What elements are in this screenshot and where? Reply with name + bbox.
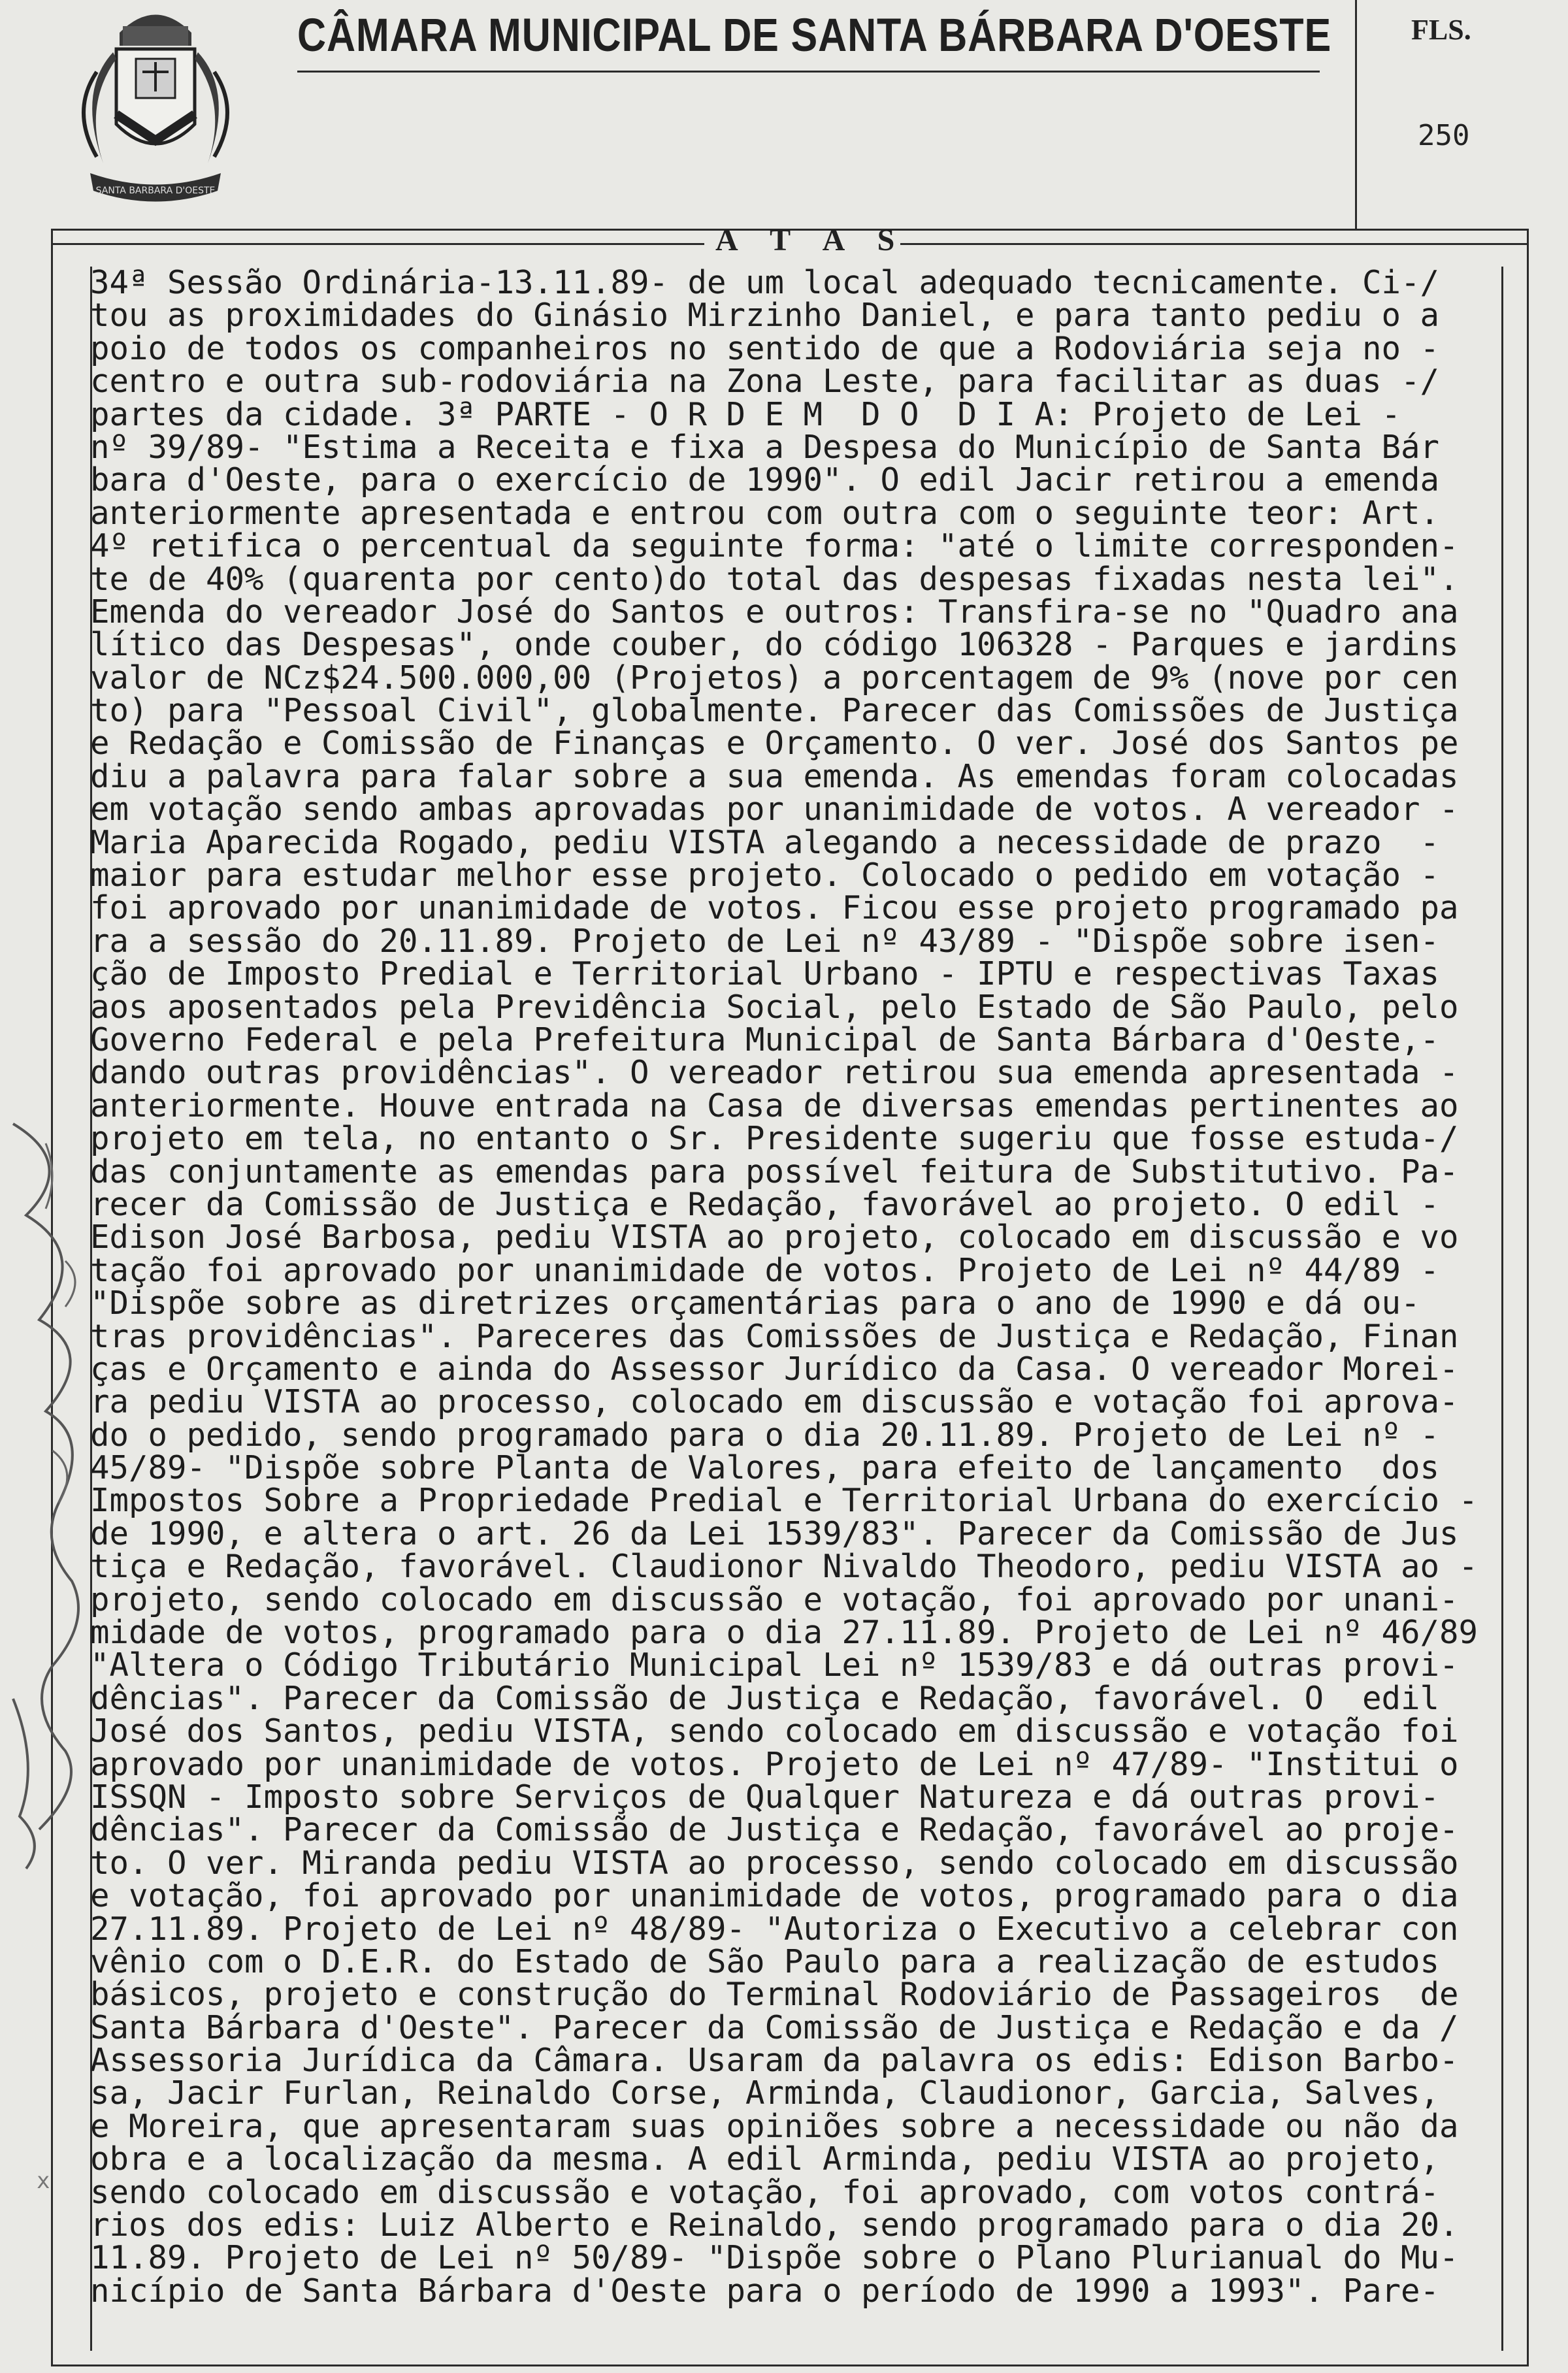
header-divider: [1355, 0, 1357, 229]
text-line: sa, Jacir Furlan, Reinaldo Corse, Arminda, Claudionor, Garcia, Salves,: [90, 2074, 1440, 2112]
text-line: "Dispõe sobre as diretrizes orçamentárias para o ano de 1990 e dá ou-: [90, 1285, 1420, 1322]
text-line: anteriormente apresentada e entrou com outra com o seguinte teor: Art.: [90, 494, 1440, 532]
text-line: projeto em tela, no entanto o Sr. Presidente sugeriu que fosse estuda-/: [90, 1120, 1459, 1158]
text-line: tiça e Redação, favorável. Claudionor Nivaldo Theodoro, pediu VISTA ao -: [90, 1548, 1478, 1586]
text-line: projeto, sendo colocado em discussão e votação, foi aprovado por unani-: [90, 1580, 1459, 1618]
text-line: dências". Parecer da Comissão de Justiça e Redação, favorável ao proje-: [90, 1811, 1459, 1849]
text-line: sendo colocado em discussão e votação, foi aprovado, com votos contrá-: [90, 2173, 1440, 2211]
text-line: ISSQN - Imposto sobre Serviços de Qualquer Natureza e dá outras provi-: [90, 1778, 1440, 1816]
text-line: básicos, projeto e construção do Terminal Rodoviário de Passageiros de: [90, 1976, 1459, 2014]
text-line: 27.11.89. Projeto de Lei nº 48/89- "Autoriza o Executivo a celebrar con: [90, 1910, 1459, 1948]
margin-signature: [0, 1045, 105, 1895]
text-line: valor de NCz$24.500.000,00 (Projetos) a porcentagem de 9% (nove por cen: [90, 659, 1459, 696]
text-line: Emenda do vereador José do Santos e outros: Transfira-se no "Quadro ana: [90, 593, 1459, 630]
text-line: José dos Santos, pediu VISTA, sendo colocado em discussão e votação foi: [90, 1712, 1459, 1750]
text-line: partes da cidade. 3ª PARTE - O R D E M D O D I A: Projeto de Lei -: [90, 395, 1401, 433]
text-line: foi aprovado por unanimidade de votos. Ficou esse projeto programado pa: [90, 889, 1459, 927]
text-line: dando outras providências". O vereador retirou sua emenda apresentada -: [90, 1054, 1459, 1092]
text-line: nº 39/89- "Estima a Receita e fixa a Despesa do Município de Santa Bár: [90, 428, 1440, 466]
title-rule-right: [900, 243, 1529, 245]
text-line: to) para "Pessoal Civil", globalmente. Parecer das Comissões de Justiça: [90, 692, 1459, 730]
text-line: tação foi aprovado por unanimidade de votos. Projeto de Lei nº 44/89 -: [90, 1251, 1440, 1289]
text-line: das conjuntamente as emendas para possível feitura de Substitutivo. Pa-: [90, 1153, 1459, 1190]
text-line: diu a palavra para falar sobre a sua emenda. As emendas foram colocadas: [90, 757, 1459, 795]
text-line: te de 40% (quarenta por cento)do total das despesas fixadas nesta lei".: [90, 560, 1459, 598]
text-line: e Moreira, que apresentaram suas opiniões sobre a necessidade ou não da: [90, 2107, 1459, 2145]
chamber-title: CÂMARA MUNICIPAL DE SANTA BÁRBARA D'OESTE: [297, 10, 1332, 61]
text-line: bara d'Oeste, para o exercício de 1990". O edil Jacir retirou a emenda: [90, 461, 1440, 499]
text-line: obra e a localização da mesma. A edil Arminda, pediu VISTA ao projeto,: [90, 2140, 1440, 2178]
text-line: e Redação e Comissão de Finanças e Orçamento. O ver. José dos Santos pe: [90, 725, 1459, 762]
text-line: to. O ver. Miranda pediu VISTA ao processo, sendo colocado em discussão: [90, 1844, 1459, 1882]
text-line: anteriormente. Houve entrada na Casa de diversas emendas pertinentes ao: [90, 1087, 1459, 1124]
text-line: ção de Imposto Predial e Territorial Urbano - IPTU e respectivas Taxas: [90, 955, 1440, 993]
text-line: ra a sessão do 20.11.89. Projeto de Lei nº 43/89 - "Dispõe sobre isen-: [90, 922, 1440, 960]
text-line: ra pediu VISTA ao processo, colocado em discussão e votação foi aprova-: [90, 1383, 1459, 1421]
municipal-crest-logo: [57, 0, 253, 209]
text-line: Santa Bárbara d'Oeste". Parecer da Comissão de Justiça e Redação e da /: [90, 2008, 1459, 2046]
text-line: Maria Aparecida Rogado, pediu VISTA alegando a necessidade de prazo -: [90, 823, 1440, 861]
text-line: "Altera o Código Tributário Municipal Lei nº 1539/83 e dá outras provi-: [90, 1646, 1459, 1684]
text-line: Assessoria Jurídica da Câmara. Usaram da palavra os edis: Edison Barbo-: [90, 2042, 1459, 2080]
text-line: e votação, foi aprovado por unanimidade de votos, programado para o dia: [90, 1877, 1459, 1915]
text-line: em votação sendo ambas aprovadas por unanimidade de votos. A vereador -: [90, 791, 1459, 828]
text-line: rios dos edis: Luiz Alberto e Reinaldo, sendo programado para o dia 20.: [90, 2206, 1459, 2244]
text-line: de 1990, e altera o art. 26 da Lei 1539/83". Parecer da Comissão de Jus: [90, 1514, 1459, 1552]
text-line: ças e Orçamento e ainda do Assessor Jurídico da Casa. O vereador Morei-: [90, 1350, 1459, 1388]
text-line: nicípio de Santa Bárbara d'Oeste para o período de 1990 a 1993". Pare-: [90, 2272, 1440, 2310]
title-rule-left: [51, 243, 704, 245]
text-line: tras providências". Pareceres das Comissões de Justiça e Redação, Finan: [90, 1317, 1459, 1355]
text-line: tou as proximidades do Ginásio Mirzinho Daniel, e para tanto pediu o a: [90, 297, 1440, 335]
text-line: midade de votos, programado para o dia 27.11.89. Projeto de Lei nº 46/89: [90, 1614, 1478, 1652]
text-line: lítico das Despesas", onde couber, do código 106328 - Parques e jardins: [90, 626, 1459, 664]
text-line: 45/89- "Dispõe sobre Planta de Valores, para efeito de lançamento dos: [90, 1449, 1440, 1487]
text-line: Edison José Barbosa, pediu VISTA ao projeto, colocado em discussão e vo: [90, 1219, 1459, 1256]
text-line: aos aposentados pela Previdência Social, pelo Estado de São Paulo, pelo: [90, 988, 1459, 1026]
minutes-body: [90, 264, 1512, 2310]
page-label: FLS.: [1411, 14, 1471, 46]
text-line: centro e outra sub-rodoviária na Zona Leste, para facilitar as duas -/: [90, 363, 1440, 401]
text-line: vênio com o D.E.R. do Estado de São Paulo para a realização de estudos: [90, 1942, 1440, 1980]
section-title: A T A S: [715, 223, 908, 257]
crest-ribbon-text: SANTA BARBARA D'OESTE: [95, 186, 216, 196]
text-line: poio de todos os companheiros no sentido de que a Rodoviária seja no -: [90, 329, 1440, 367]
text-line: 4º retifica o percentual da seguinte forma: "até o limite corresponden-: [90, 527, 1459, 565]
text-line: aprovado por unanimidade de votos. Projeto de Lei nº 47/89- "Institui o: [90, 1745, 1459, 1783]
page-number: 250: [1418, 119, 1470, 152]
text-line: maior para estudar melhor esse projeto. Colocado o pedido em votação -: [90, 857, 1440, 894]
text-line: Governo Federal e pela Prefeitura Municipal de Santa Bárbara d'Oeste,-: [90, 1021, 1440, 1058]
text-line: recer da Comissão de Justiça e Redação, favorável ao projeto. O edil -: [90, 1185, 1440, 1223]
text-line: 11.89. Projeto de Lei nº 50/89- "Dispõe sobre o Plano Plurianual do Mu-: [90, 2239, 1459, 2277]
margin-mark: x: [37, 2168, 50, 2194]
text-line: Impostos Sobre a Propriedade Predial e Territorial Urbana do exercício -: [90, 1482, 1478, 1520]
header-underline: [297, 71, 1320, 73]
text-line: dências". Parecer da Comissão de Justiça e Redação, favorável. O edil: [90, 1679, 1440, 1717]
text-line: do o pedido, sendo programado para o dia 20.11.89. Projeto de Lei nº -: [90, 1416, 1440, 1454]
text-line: 34ª Sessão Ordinária-13.11.89- de um local adequado tecnicamente. Ci-/: [90, 264, 1440, 301]
